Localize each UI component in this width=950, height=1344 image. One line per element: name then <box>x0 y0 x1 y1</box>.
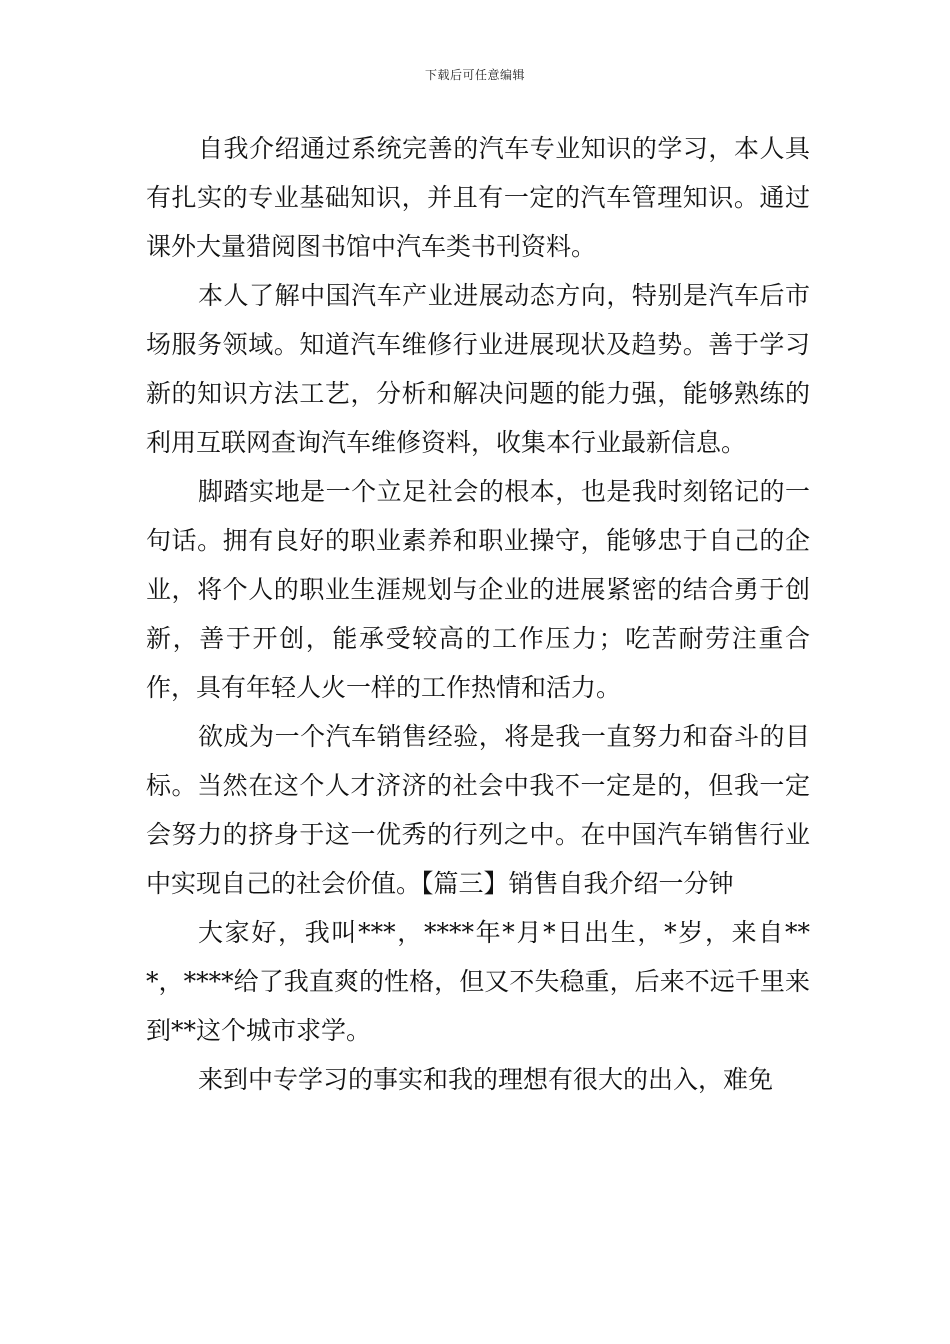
paragraph-industry-understanding: 本人了解中国汽车产业进展动态方向，特别是汽车后市场服务领域。知道汽车维修行业进展现状及趋势。善于学习新的知识方法工艺，分析和解决问题的能力强，能够熟练的利用互联网查询汽车维修资料，收集本行业最新信息。 <box>146 281 810 457</box>
paragraph-work-attitude: 脚踏实地是一个立足社会的根本，也是我时刻铭记的一句话。拥有良好的职业素养和职业操守，能够忠于自己的企业，将个人的职业生涯规划与企业的进展紧密的结合勇于创新，善于开创，能承受较高的工作压力；吃苦耐劳注重合作，具有年轻人火一样的工作热情和活力。 <box>146 477 810 702</box>
paragraph-greeting: 大家好，我叫***，****年*月*日出生，*岁，来自***，****给了我直爽的性格，但又不失稳重，后来不远千里来到**这个城市求学。 <box>146 918 810 1045</box>
paragraph-career-goal: 欲成为一个汽车销售经验，将是我一直努力和奋斗的目标。当然在这个人才济济的社会中我不一定是的，但我一定会努力的挤身于这一优秀的行列之中。在中国汽车销售行业中实现自己的社会价值。【篇三】销售自我介绍一分钟 <box>146 722 810 898</box>
document-body <box>146 124 810 1104</box>
page-header-note: 下载后可任意编辑 <box>424 68 525 82</box>
paragraph-self-intro-knowledge: 自我介绍通过系统完善的汽车专业知识的学习，本人具有扎实的专业基础知识，并且有一定的汽车管理知识。通过课外大量猎阅图书馆中汽车类书刊资料。 <box>146 134 810 261</box>
paragraph-study-experience: 来到中专学习的事实和我的理想有很大的出入，难免 <box>198 1065 774 1094</box>
